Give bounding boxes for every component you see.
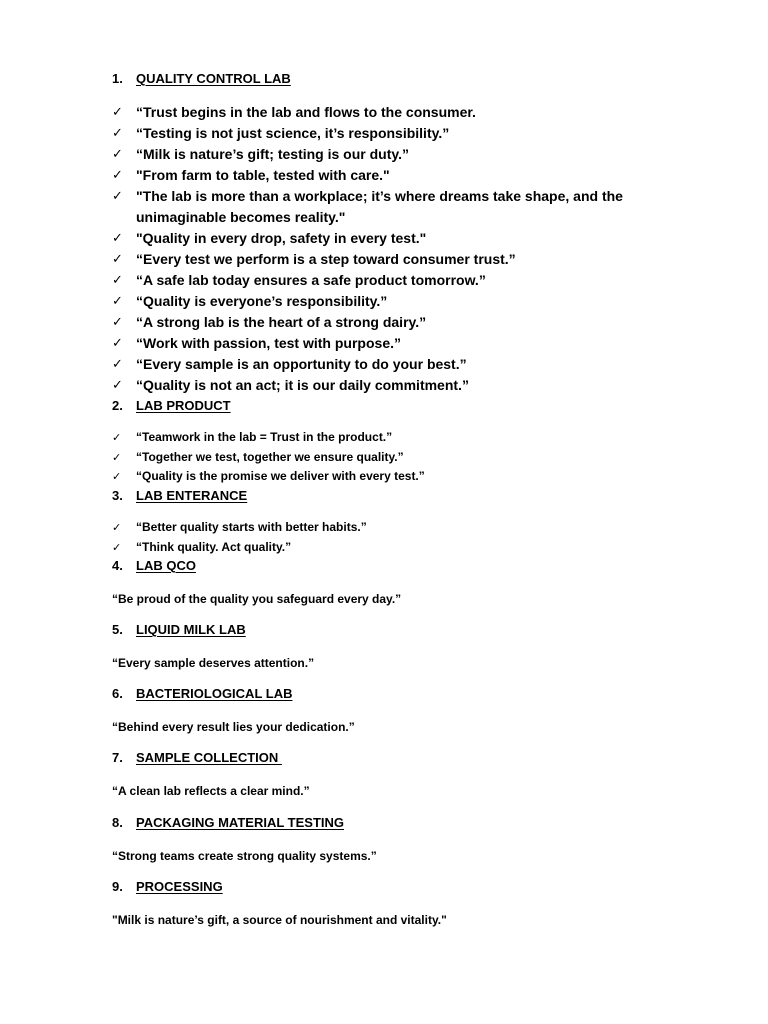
section-title: BACTERIOLOGICAL LAB — [136, 686, 293, 701]
section-number: 7. — [112, 750, 123, 765]
list-item-text: “Teamwork in the lab = Trust in the product.” — [136, 430, 393, 444]
list-item — [112, 270, 712, 291]
section-title: SAMPLE COLLECTION — [136, 750, 282, 765]
list-item — [112, 249, 712, 270]
checkmark-icon: ✓ — [112, 315, 123, 330]
section-number: 5. — [112, 622, 123, 637]
list-item-text: “Quality is everyone’s responsibility.” — [136, 293, 388, 309]
checkmark-icon: ✓ — [112, 231, 123, 246]
section-title: PACKAGING MATERIAL TESTING — [136, 815, 344, 830]
section-quote: “Every sample deserves attention.” — [112, 656, 315, 670]
checkmark-icon: ✓ — [112, 378, 123, 393]
list-item-text: “Together we test, together we ensure quality.” — [136, 449, 404, 464]
checkmark-icon: ✓ — [112, 521, 122, 534]
list-item-text: “Testing is not just science, it’s responsibility.” — [136, 125, 450, 141]
section-title: PROCESSING — [136, 879, 223, 894]
list-item-text: “A strong lab is the heart of a strong dairy.” — [136, 314, 427, 330]
list-item — [112, 123, 712, 144]
list-item — [112, 538, 712, 558]
section-heading-quality-control-lab — [112, 71, 291, 87]
section-number: 9. — [112, 879, 123, 894]
list-item — [112, 186, 712, 228]
list-item — [112, 165, 712, 186]
list-item-text: “A safe lab today ensures a safe product tomorrow.” — [136, 272, 486, 288]
list-item-text: “Milk is nature’s gift; testing is our duty.” — [136, 146, 410, 162]
checkmark-icon: ✓ — [112, 126, 123, 141]
section-title: LAB PRODUCT — [136, 398, 231, 413]
checkmark-icon: ✓ — [112, 357, 123, 372]
list-item — [112, 228, 712, 249]
section-quote: “Behind every result lies your dedication.” — [112, 720, 355, 734]
section-heading-sample-collection — [112, 750, 282, 766]
list-item-text: “Quality is the promise we deliver with every test.” — [136, 469, 425, 483]
section-heading-packaging-material-testing — [112, 815, 344, 831]
section-number: 3. — [112, 488, 123, 503]
section-title: QUALITY CONTROL LAB — [136, 71, 291, 86]
section-heading-lab-enterance — [112, 488, 247, 504]
list-item — [112, 144, 712, 165]
checkmark-icon: ✓ — [112, 431, 122, 444]
list-item-text: “Work with passion, test with purpose.” — [136, 335, 401, 351]
list-item-text: “Every sample is an opportunity to do your best.” — [136, 356, 467, 372]
bullet-list-quality-control-lab — [112, 102, 712, 396]
list-item — [112, 312, 712, 333]
list-item — [112, 375, 712, 396]
list-item — [112, 291, 712, 312]
list-item-text: “Better quality starts with better habits.” — [136, 520, 367, 534]
section-quote: "Milk is nature’s gift, a source of nourishment and vitality." — [112, 913, 447, 927]
list-item — [112, 102, 712, 123]
section-number: 4. — [112, 558, 123, 573]
checkmark-icon: ✓ — [112, 450, 122, 464]
checkmark-icon: ✓ — [112, 540, 122, 554]
section-title: LAB QCO — [136, 558, 196, 573]
section-heading-bacteriological-lab — [112, 686, 292, 702]
section-heading-lab-qco — [112, 558, 196, 574]
section-title: LIQUID MILK LAB — [136, 622, 246, 637]
checkmark-icon: ✓ — [112, 147, 123, 162]
section-heading-lab-product — [112, 398, 231, 414]
list-item — [112, 518, 712, 538]
checkmark-icon: ✓ — [112, 168, 123, 183]
checkmark-icon: ✓ — [112, 105, 123, 120]
checkmark-icon: ✓ — [112, 336, 123, 351]
list-item-text: “Every test we perform is a step toward consumer trust.” — [136, 251, 516, 267]
list-item — [112, 333, 712, 354]
section-number: 8. — [112, 815, 123, 830]
checkmark-icon: ✓ — [112, 273, 123, 288]
checkmark-icon: ✓ — [112, 189, 123, 204]
section-number: 1. — [112, 71, 123, 86]
list-item — [112, 428, 712, 448]
section-title: LAB ENTERANCE — [136, 488, 248, 503]
list-item-text: “Trust begins in the lab and flows to the consumer. — [136, 104, 476, 120]
section-number: 6. — [112, 686, 123, 701]
bullet-list-lab-enterance — [112, 518, 712, 557]
list-item-text: "Quality in every drop, safety in every test." — [136, 230, 427, 246]
checkmark-icon: ✓ — [112, 252, 123, 267]
list-item-text: "From farm to table, tested with care." — [136, 167, 390, 183]
checkmark-icon: ✓ — [112, 470, 122, 483]
list-item — [112, 354, 712, 375]
list-item-text: “Think quality. Act quality.” — [136, 539, 292, 554]
bullet-list-lab-product — [112, 428, 712, 487]
section-number: 2. — [112, 398, 123, 413]
checkmark-icon: ✓ — [112, 294, 123, 309]
section-quote: “Strong teams create strong quality systems.” — [112, 849, 377, 863]
list-item-text: “Quality is not an act; it is our daily commitment.” — [136, 377, 469, 393]
section-heading-processing — [112, 879, 223, 895]
section-quote: “Be proud of the quality you safeguard every day.” — [112, 592, 402, 606]
section-quote: “A clean lab reflects a clear mind.” — [112, 784, 310, 798]
list-item-text: "The lab is more than a workplace; it’s where dreams take shape, and the unimaginable becomes reality." — [136, 188, 623, 225]
list-item — [112, 467, 712, 487]
list-item — [112, 448, 712, 468]
section-heading-liquid-milk-lab — [112, 622, 246, 638]
